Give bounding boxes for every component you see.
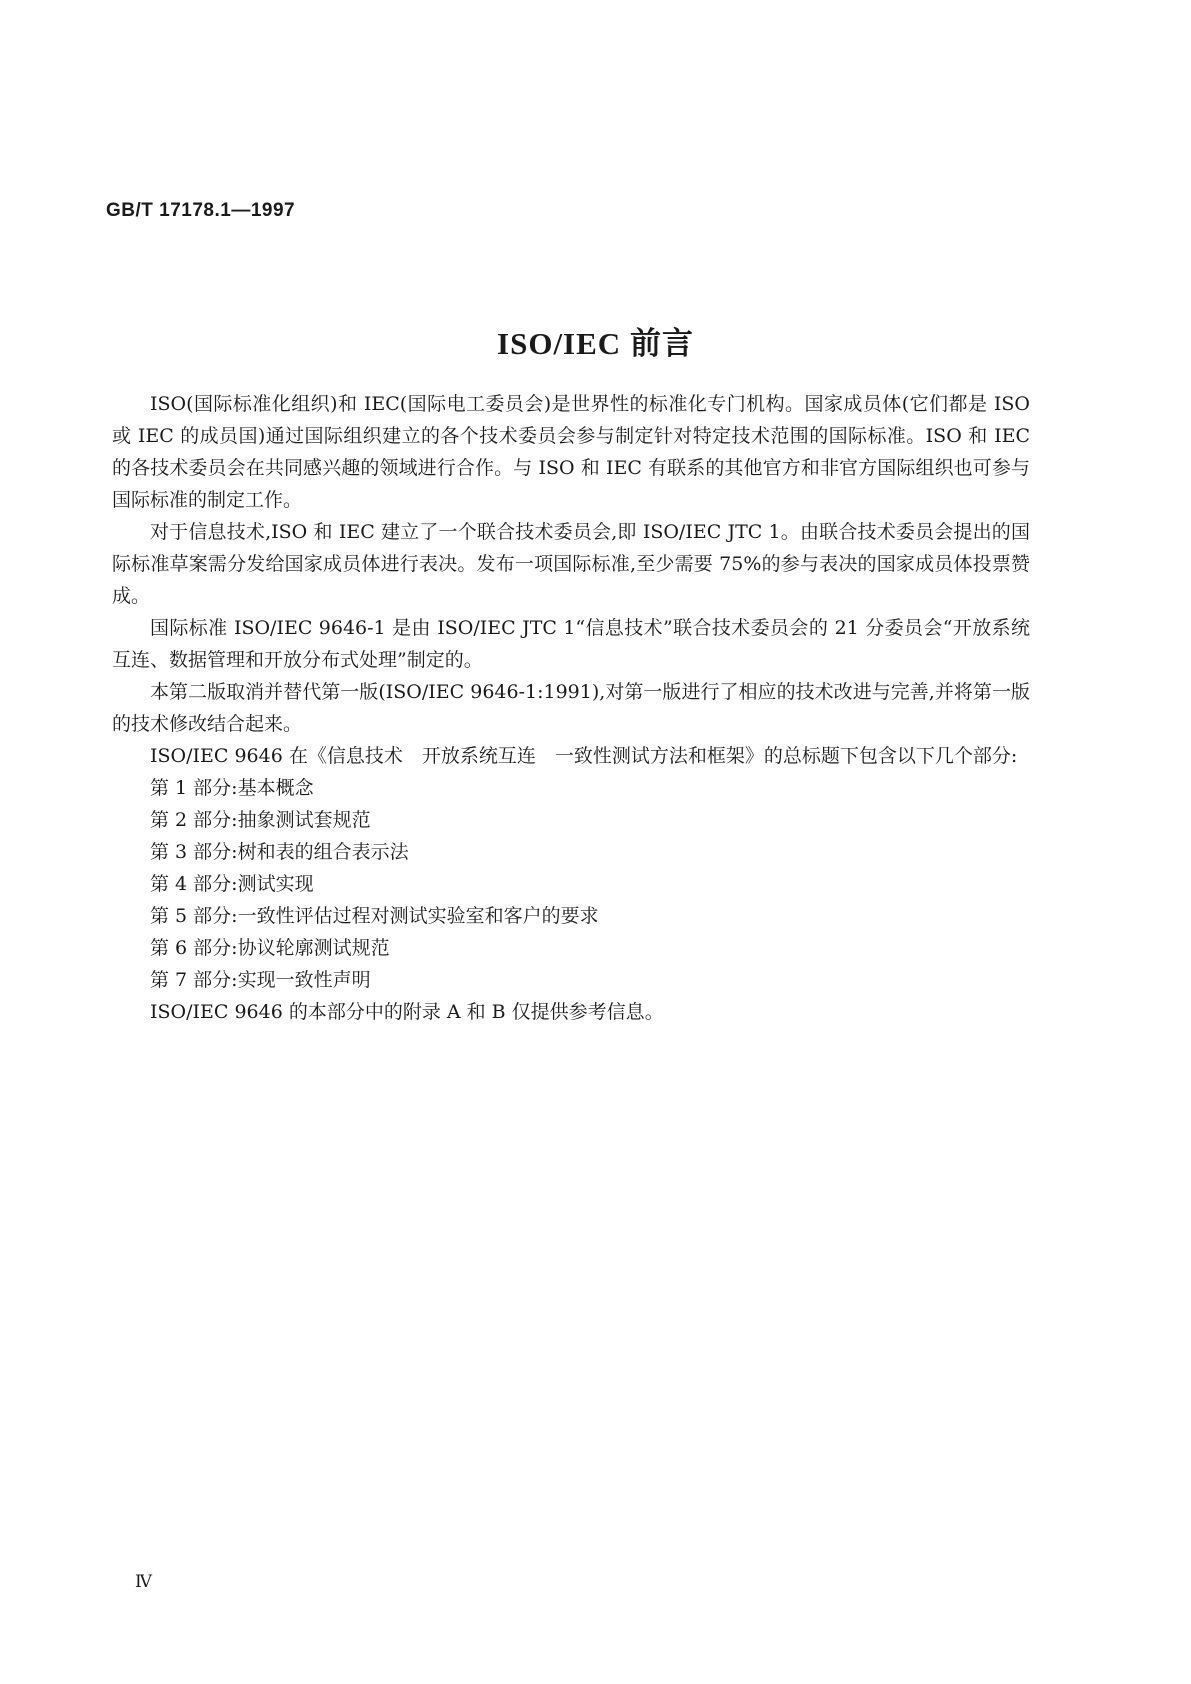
- paragraph-parts-intro: ISO/IEC 9646 在《信息技术 开放系统互连 一致性测试方法和框架》的总标题下包含以下几个部分:: [150, 745, 1018, 767]
- list-item: 第 6 部分:协议轮廓测试规范: [150, 937, 390, 959]
- list-item: 第 5 部分:一致性评估过程对测试实验室和客户的要求: [150, 905, 599, 927]
- list-item: 第 4 部分:测试实现: [150, 873, 314, 895]
- paragraph-jtc1: 对于信息技术,ISO 和 IEC 建立了一个联合技术委员会,即 ISO/IEC JTC 1。由联合技术委员会提出的国际标准草案需分发给国家成员体进行表决。发布一项国际标准,至少需要 75%的参与表决的国家成员体投票赞成。: [112, 521, 1030, 607]
- document-body: [112, 388, 1030, 1028]
- paragraph-intro: ISO(国际标准化组织)和 IEC(国际电工委员会)是世界性的标准化专门机构。国家成员体(它们都是 ISO 或 IEC 的成员国)通过国际组织建立的各个技术委员会参与制定针对特定技术范围的国际标准。ISO 和 IEC 的各技术委员会在共同感兴趣的领域进行合作。与 ISO 和 IEC 有联系的其他官方和非官方国际组织也可参与国际标准的制定工作。: [112, 393, 1030, 511]
- closing-note: ISO/IEC 9646 的本部分中的附录 A 和 B 仅提供参考信息。: [150, 1001, 664, 1023]
- standard-number: GB/T 17178.1—1997: [106, 200, 296, 221]
- page-number: Ⅳ: [135, 1572, 152, 1591]
- list-item: 第 7 部分:实现一致性声明: [150, 969, 371, 991]
- paragraph-origin: 国际标准 ISO/IEC 9646-1 是由 ISO/IEC JTC 1“信息技术”联合技术委员会的 21 分委员会“开放系统互连、数据管理和开放分布式处理”制定的。: [112, 617, 1030, 671]
- page-title: ISO/IEC 前言: [497, 326, 694, 361]
- list-item: 第 2 部分:抽象测试套规范: [150, 809, 371, 831]
- list-item: 第 1 部分:基本概念: [150, 777, 314, 799]
- parts-list: [112, 772, 1030, 996]
- paragraph-edition: 本第二版取消并替代第一版(ISO/IEC 9646-1:1991),对第一版进行了相应的技术改进与完善,并将第一版的技术修改结合起来。: [112, 681, 1030, 735]
- list-item: 第 3 部分:树和表的组合表示法: [150, 841, 409, 863]
